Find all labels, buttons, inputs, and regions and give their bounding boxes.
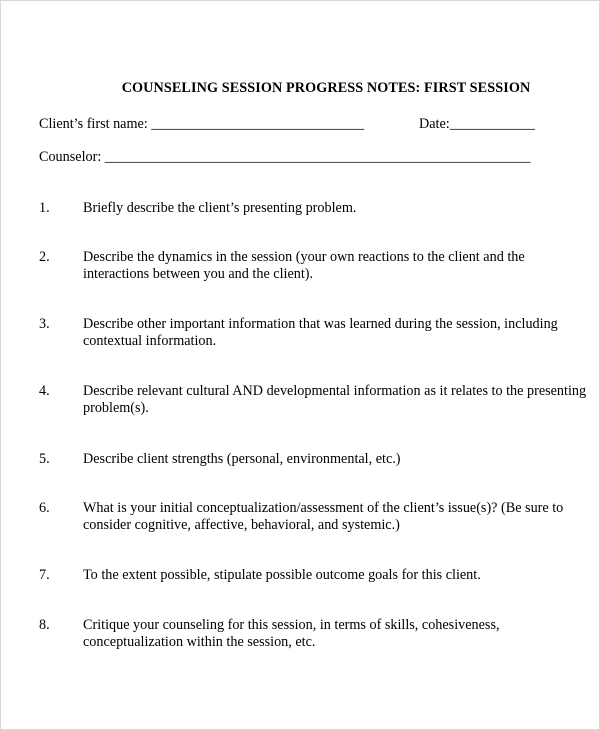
question-number: 8. — [39, 617, 50, 633]
question-number: 2. — [39, 249, 50, 265]
question-text: Describe client strengths (personal, environmental, etc.) — [83, 451, 401, 467]
question-text: Describe relevant cultural AND developmental information as it relates to the presenting problem(s). — [83, 383, 587, 416]
date-field: Date:____________ — [419, 116, 535, 132]
question-text: Describe other important information that was learned during the session, including contextual information. — [83, 316, 558, 349]
question-number: 5. — [39, 451, 50, 467]
question-number: 1. — [39, 200, 50, 216]
question-number: 3. — [39, 316, 50, 332]
client-name-field: Client’s first name: ______________________________ — [39, 116, 365, 132]
question-text: Briefly describe the client’s presenting problem. — [83, 200, 357, 216]
document-title: COUNSELING SESSION PROGRESS NOTES: FIRST SESSION — [121, 80, 531, 96]
question-number: 7. — [39, 567, 50, 583]
question-text: To the extent possible, stipulate possible outcome goals for this client. — [83, 567, 481, 583]
question-text: What is your initial conceptualization/assessment of the client’s issue(s)? (Be sure to consider cognitive, affective, behavioral, and systemic.) — [83, 500, 564, 533]
question-number: 6. — [39, 500, 50, 516]
question-text: Critique your counseling for this session, in terms of skills, cohesiveness, conceptualization within the session, etc. — [83, 617, 500, 650]
question-number: 4. — [39, 383, 50, 399]
question-text: Describe the dynamics in the session (your own reactions to the client and the interactions between you and the client). — [83, 249, 525, 282]
counselor-field: Counselor: ____________________________________________________________ — [39, 149, 531, 165]
